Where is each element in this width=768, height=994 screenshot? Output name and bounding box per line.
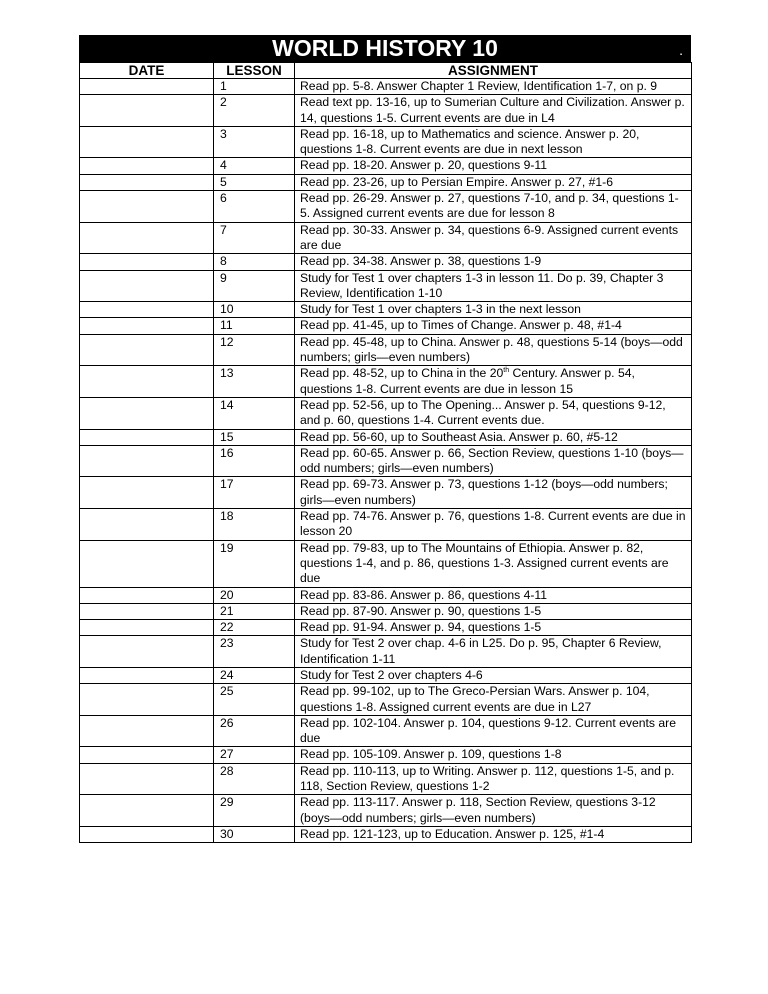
- table-row: [80, 509, 692, 541]
- lesson-cell: 2: [214, 95, 295, 127]
- lesson-cell: 30: [214, 826, 295, 842]
- title-bar: [79, 35, 691, 62]
- table-row: [80, 397, 692, 429]
- table-row: [80, 429, 692, 445]
- date-cell: [80, 222, 214, 254]
- lesson-cell: 15: [214, 429, 295, 445]
- table-row: [80, 684, 692, 716]
- date-cell: [80, 826, 214, 842]
- date-cell: [80, 509, 214, 541]
- assignment-cell: Read text pp. 13-16, up to Sumerian Culture and Civilization. Answer p. 14, questions 1-5. Current events are due in L4: [295, 95, 692, 127]
- assignment-cell: Read pp. 16-18, up to Mathematics and science. Answer p. 20, questions 1-8. Current events are due in next lesson: [295, 126, 692, 158]
- table-row: [80, 747, 692, 763]
- table-row: [80, 540, 692, 587]
- lesson-cell: 3: [214, 126, 295, 158]
- assignment-cell: Read pp. 83-86. Answer p. 86, questions 4-11: [295, 587, 692, 603]
- assignment-cell: Read pp. 110-113, up to Writing. Answer p. 112, questions 1-5, and p. 118, Section Review, questions 1-2: [295, 763, 692, 795]
- assignment-cell: Study for Test 1 over chapters 1-3 in lesson 11. Do p. 39, Chapter 3 Review, Identification 1-10: [295, 270, 692, 302]
- assignment-cell: Read pp. 69-73. Answer p. 73, questions 1-12 (boys—odd numbers; girls—even numbers): [295, 477, 692, 509]
- lesson-cell: 23: [214, 636, 295, 668]
- date-cell: [80, 174, 214, 190]
- date-cell: [80, 795, 214, 827]
- table-row: [80, 715, 692, 747]
- lesson-cell: 19: [214, 540, 295, 587]
- schedule-sheet: [79, 35, 691, 843]
- date-cell: [80, 126, 214, 158]
- header-row: [80, 63, 692, 79]
- table-row: [80, 445, 692, 477]
- date-cell: [80, 318, 214, 334]
- table-row: [80, 174, 692, 190]
- page-title: WORLD HISTORY 10: [272, 35, 498, 61]
- assignment-cell: Read pp. 105-109. Answer p. 109, questions 1-8: [295, 747, 692, 763]
- table-row: [80, 302, 692, 318]
- assignment-text: Century. Answer p. 54, questions 1-8. Current events are due in lesson 15: [300, 366, 635, 396]
- assignment-cell: Read pp. 79-83, up to The Mountains of Ethiopia. Answer p. 82, questions 1-4, and p. 86, questions 1-3. Assigned current events are due: [295, 540, 692, 587]
- assignment-cell: Read pp. 91-94. Answer p. 94, questions 1-5: [295, 620, 692, 636]
- date-cell: [80, 477, 214, 509]
- date-cell: [80, 684, 214, 716]
- lesson-cell: 14: [214, 397, 295, 429]
- date-cell: [80, 334, 214, 366]
- lesson-cell: 25: [214, 684, 295, 716]
- lesson-cell: 20: [214, 587, 295, 603]
- assignment-cell: Read pp. 34-38. Answer p. 38, questions 1-9: [295, 254, 692, 270]
- date-cell: [80, 79, 214, 95]
- table-row: [80, 191, 692, 223]
- assignment-cell: Read pp. 23-26, up to Persian Empire. Answer p. 27, #1-6: [295, 174, 692, 190]
- date-cell: [80, 747, 214, 763]
- table-row: [80, 254, 692, 270]
- ordinal-suffix: th: [503, 367, 510, 375]
- assignment-cell: Read pp. 102-104. Answer p. 104, questions 9-12. Current events are due: [295, 715, 692, 747]
- date-cell: [80, 270, 214, 302]
- lesson-cell: 11: [214, 318, 295, 334]
- assignment-cell: Read pp. 18-20. Answer p. 20, questions 9-11: [295, 158, 692, 174]
- table-row: [80, 603, 692, 619]
- date-header: DATE: [80, 63, 214, 79]
- assignment-cell: [295, 366, 692, 398]
- date-cell: [80, 603, 214, 619]
- date-cell: [80, 158, 214, 174]
- assignment-cell: Read pp. 52-56, up to The Opening... Answer p. 54, questions 9-12, and p. 60, questions 1-4. Current events due.: [295, 397, 692, 429]
- lesson-cell: 8: [214, 254, 295, 270]
- date-cell: [80, 667, 214, 683]
- date-cell: [80, 587, 214, 603]
- date-cell: [80, 715, 214, 747]
- table-row: [80, 270, 692, 302]
- table-row: [80, 334, 692, 366]
- lesson-cell: 24: [214, 667, 295, 683]
- table-row: [80, 126, 692, 158]
- table-row: [80, 79, 692, 95]
- lesson-cell: 4: [214, 158, 295, 174]
- table-row: [80, 477, 692, 509]
- table-row: [80, 763, 692, 795]
- assignment-cell: Read pp. 99-102, up to The Greco-Persian Wars. Answer p. 104, questions 1-8. Assigned current events are due in L27: [295, 684, 692, 716]
- table-row: [80, 795, 692, 827]
- assignment-cell: Study for Test 2 over chapters 4-6: [295, 667, 692, 683]
- lesson-cell: 27: [214, 747, 295, 763]
- lesson-cell: 17: [214, 477, 295, 509]
- table-row: [80, 318, 692, 334]
- date-cell: [80, 620, 214, 636]
- assignment-cell: Read pp. 41-45, up to Times of Change. Answer p. 48, #1-4: [295, 318, 692, 334]
- lesson-cell: 16: [214, 445, 295, 477]
- date-cell: [80, 302, 214, 318]
- lesson-cell: 18: [214, 509, 295, 541]
- date-cell: [80, 254, 214, 270]
- lesson-cell: 7: [214, 222, 295, 254]
- assignment-cell: Study for Test 2 over chap. 4-6 in L25. Do p. 95, Chapter 6 Review, Identification 1-11: [295, 636, 692, 668]
- assignment-cell: Read pp. 5-8. Answer Chapter 1 Review, Identification 1-7, on p. 9: [295, 79, 692, 95]
- table-row: [80, 636, 692, 668]
- table-row: [80, 158, 692, 174]
- assignment-cell: Read pp. 56-60, up to Southeast Asia. Answer p. 60, #5-12: [295, 429, 692, 445]
- table-row: [80, 826, 692, 842]
- table-row: [80, 366, 692, 398]
- lesson-header: LESSON: [214, 63, 295, 79]
- date-cell: [80, 366, 214, 398]
- lesson-cell: 10: [214, 302, 295, 318]
- assignment-table: [79, 62, 692, 843]
- assignment-cell: Read pp. 30-33. Answer p. 34, questions 6-9. Assigned current events are due: [295, 222, 692, 254]
- assignment-cell: Read pp. 45-48, up to China. Answer p. 48, questions 5-14 (boys—odd numbers; girls—even numbers): [295, 334, 692, 366]
- lesson-cell: 9: [214, 270, 295, 302]
- lesson-cell: 21: [214, 603, 295, 619]
- assignment-cell: Read pp. 87-90. Answer p. 90, questions 1-5: [295, 603, 692, 619]
- lesson-cell: 26: [214, 715, 295, 747]
- title-mark: .: [679, 42, 683, 58]
- table-row: [80, 587, 692, 603]
- assignment-cell: Read pp. 113-117. Answer p. 118, Section Review, questions 3-12 (boys—odd numbers; girls—even numbers): [295, 795, 692, 827]
- date-cell: [80, 429, 214, 445]
- lesson-cell: 5: [214, 174, 295, 190]
- assignment-header: ASSIGNMENT: [295, 63, 692, 79]
- table-row: [80, 620, 692, 636]
- date-cell: [80, 191, 214, 223]
- assignment-text: Read pp. 48-52, up to China in the 20: [300, 366, 504, 381]
- assignment-cell: Read pp. 74-76. Answer p. 76, questions 1-8. Current events are due in lesson 20: [295, 509, 692, 541]
- assignment-rows: [80, 79, 692, 843]
- assignment-cell: Read pp. 26-29. Answer p. 27, questions 7-10, and p. 34, questions 1-5. Assigned current events are due for lesson 8: [295, 191, 692, 223]
- date-cell: [80, 636, 214, 668]
- date-cell: [80, 540, 214, 587]
- lesson-cell: 29: [214, 795, 295, 827]
- table-row: [80, 667, 692, 683]
- date-cell: [80, 763, 214, 795]
- assignment-cell: Read pp. 60-65. Answer p. 66, Section Review, questions 1-10 (boys—odd numbers; girls—even numbers): [295, 445, 692, 477]
- table-row: [80, 95, 692, 127]
- lesson-cell: 22: [214, 620, 295, 636]
- date-cell: [80, 397, 214, 429]
- table-row: [80, 222, 692, 254]
- lesson-cell: 1: [214, 79, 295, 95]
- lesson-cell: 6: [214, 191, 295, 223]
- assignment-cell: Read pp. 121-123, up to Education. Answer p. 125, #1-4: [295, 826, 692, 842]
- lesson-cell: 28: [214, 763, 295, 795]
- assignment-cell: Study for Test 1 over chapters 1-3 in the next lesson: [295, 302, 692, 318]
- date-cell: [80, 95, 214, 127]
- date-cell: [80, 445, 214, 477]
- lesson-cell: 13: [214, 366, 295, 398]
- lesson-cell: 12: [214, 334, 295, 366]
